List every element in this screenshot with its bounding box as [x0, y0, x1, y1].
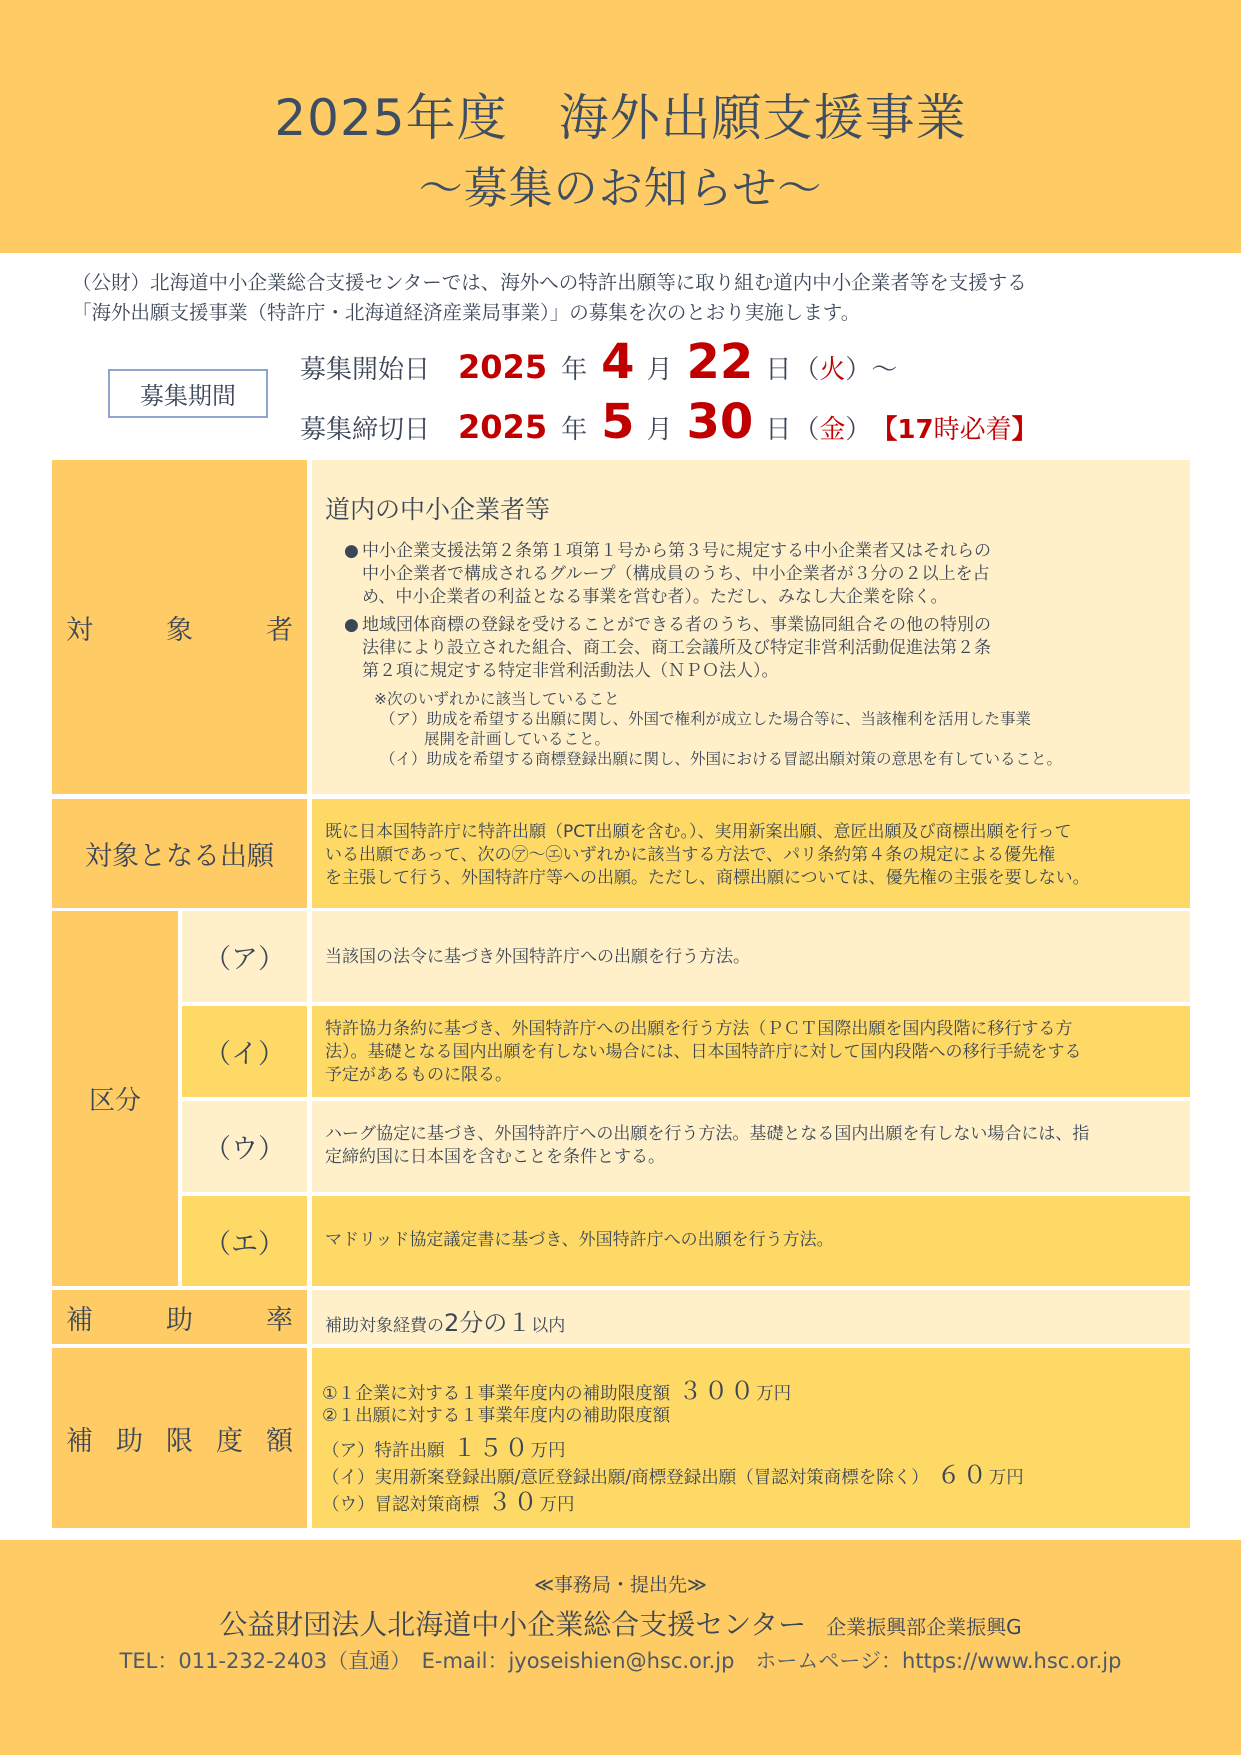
subsidy-limit-label	[52, 1348, 307, 1528]
subsidy-limit-label-char: 補	[66, 1425, 93, 1457]
start-day: 22	[686, 334, 754, 390]
department-name: 企業振興部企業振興G	[826, 1615, 1022, 1639]
bullet-line: 地域団体商標の登録を受けることができる者のうち、事業協同組合その他の特別の	[362, 615, 991, 635]
target-heading: 道内の中小企業者等	[325, 495, 551, 524]
category-text-a	[325, 946, 750, 969]
target-bullet-2	[344, 614, 991, 683]
category-mark-d: （エ）	[182, 1196, 307, 1286]
target-note-a2: 展開を計画していること。	[424, 730, 611, 748]
contact-info: TEL：011-232-2403（直通） E-mail：jyoseishien@hsc.or.jp ホームページ：https://www.hsc.or.jp	[119, 1649, 1122, 1673]
application-label: 対象となる出願	[52, 799, 307, 908]
start-suffix: ～	[871, 355, 898, 385]
category-line: マドリッド協定議定書に基づき、外国特許庁への出願を行う方法。	[325, 1230, 834, 1250]
deadline-note-num: 17	[897, 415, 934, 445]
category-line: ハーグ協定に基づき、外国特許庁への出願を行う方法。基礎となる国内出願を有しない場合には、指	[325, 1124, 1090, 1144]
end-year: 2025	[458, 408, 548, 446]
target-label-char: 象	[166, 614, 193, 646]
limit-unit: 万円	[530, 1441, 566, 1461]
end-day-unit: 日	[765, 415, 792, 445]
limit-text: ①１企業に対する１事業年度内の補助限度額	[322, 1384, 671, 1404]
subsidy-rate-label-char: 率	[266, 1304, 293, 1336]
bullet-line: 法律により設立された組合、商工会、商工会議所及び特定非営利活動促進法第２条	[362, 638, 991, 658]
category-line: 定締約国に日本国を含むことを条件とする。	[325, 1147, 665, 1167]
subsidy-rate-label-char: 補	[66, 1304, 93, 1336]
end-weekday-open: （	[793, 415, 820, 445]
end-weekday-close: ）	[845, 415, 872, 445]
target-bullet-1	[344, 540, 991, 609]
end-date-row	[300, 394, 1038, 450]
target-label-char: 対	[66, 614, 93, 646]
limit-line-1	[322, 1371, 791, 1406]
application-text	[325, 821, 1090, 890]
start-month-unit: 月	[646, 355, 673, 385]
limit-line-2: ②１出願に対する１事業年度内の補助限度額	[322, 1406, 671, 1426]
bullet-dot-icon: ●	[344, 615, 359, 635]
subsidy-rate-label-char: 助	[166, 1304, 193, 1336]
limit-amount: １５０	[452, 1434, 531, 1462]
intro-text	[72, 268, 1182, 328]
limit-line-5	[322, 1482, 575, 1517]
limit-unit: 万円	[988, 1468, 1024, 1488]
start-weekday: 火	[819, 355, 846, 385]
application-line: 既に日本国特許庁に特許出願（PCT出願を含む。）、実用新案出願、意匠出願及び商標出願を行って	[325, 822, 1072, 842]
category-text-b	[325, 1018, 1082, 1087]
page-title: 2025年度 海外出願支援事業	[274, 89, 967, 147]
application-line: いる出願であって、次の㋐～㋓いずれかに該当する方法で、パリ条約第４条の規定による優先権	[325, 845, 1056, 865]
end-date-label: 募集締切日	[300, 415, 431, 445]
intro-line-1: （公財）北海道中小企業総合支援センターでは、海外への特許出願等に取り組む道内中小企業者等を支援する	[72, 271, 1027, 294]
subsidy-rate-label	[52, 1290, 307, 1344]
category-label: 区分	[52, 911, 178, 1286]
target-label-char: 者	[266, 614, 293, 646]
office-label: ≪事務局・提出先≫	[534, 1574, 707, 1596]
target-label	[52, 460, 307, 794]
deadline-note-close: 】	[1011, 415, 1038, 445]
limit-text: （ア）特許出願	[322, 1441, 445, 1461]
deadline-note-open: 【	[871, 415, 898, 445]
limit-unit: 万円	[756, 1384, 792, 1404]
bullet-line: 中小企業支援法第２条第１項第１号から第３号に規定する中小企業者又はそれらの	[362, 541, 991, 561]
intro-line-2: 「海外出願支援事業（特許庁・北海道経済産業局事業）」の募集を次のとおり実施します。	[72, 301, 861, 324]
period-label-box: 募集期間	[108, 369, 268, 418]
start-year: 2025	[458, 348, 548, 386]
limit-text: （イ）実用新案登録出願/意匠登録出願/商標登録出願（冒認対策商標を除く）	[322, 1468, 929, 1488]
page-subtitle: ～募集のお知らせ～	[418, 163, 823, 214]
bullet-line: 中小企業者で構成されるグループ（構成員のうち、中小企業者が３分の２以上を占	[362, 564, 990, 584]
category-line: 予定があるものに限る。	[325, 1065, 512, 1085]
subsidy-rate-text	[325, 1303, 565, 1338]
bullet-line: め、中小企業者の利益となる事業を営む者）。ただし、みなし大企業を除く。	[362, 587, 948, 607]
limit-amount: ６０	[936, 1461, 989, 1489]
category-mark-b: （イ）	[182, 1006, 307, 1097]
limit-amount: ３０	[487, 1488, 540, 1516]
application-line: を主張して行う、外国特許庁等への出願。ただし、商標出願については、優先権の主張を要しない。	[325, 868, 1090, 888]
end-weekday: 金	[819, 415, 846, 445]
subsidy-limit-label-char: 度	[216, 1425, 243, 1457]
category-line: 特許協力条約に基づき、外国特許庁への出願を行う方法（ＰＣＴ国際出願を国内段階に移行する方	[325, 1019, 1073, 1039]
start-year-unit: 年	[561, 355, 588, 385]
end-day: 30	[686, 394, 754, 450]
subsidy-limit-label-char: 助	[116, 1425, 143, 1457]
subsidy-rate-prefix: 補助対象経費の	[325, 1316, 444, 1336]
subsidy-limit-label-char: 限	[166, 1425, 193, 1457]
start-date-label: 募集開始日	[300, 355, 431, 385]
category-text-c	[325, 1123, 1089, 1169]
limit-text: （ウ）冒認対策商標	[322, 1495, 480, 1515]
deadline-note-text: 時必着	[933, 415, 1012, 445]
start-day-unit: 日	[765, 355, 792, 385]
category-line: 法）。基礎となる国内出願を有しない場合には、日本国特許庁に対して国内段階への移行手続をする	[325, 1042, 1082, 1062]
end-year-unit: 年	[561, 415, 588, 445]
target-note-a1: （ア）助成を希望する出願に関し、外国で権利が成立した場合等に、当該権利を活用した事業	[380, 710, 1032, 728]
subsidy-rate-value: 2分の１	[444, 1309, 532, 1337]
bullet-dot-icon: ●	[344, 541, 359, 561]
category-line: 当該国の法令に基づき外国特許庁への出願を行う方法。	[325, 947, 750, 967]
category-text-d	[325, 1229, 834, 1252]
target-note-head: ※次のいずれかに該当していること	[374, 690, 620, 708]
subsidy-limit-label-char: 額	[266, 1425, 293, 1457]
organization-line	[0, 1603, 1241, 1643]
target-note-b: （イ）助成を希望する商標登録出願に関し、外国における冒認出願対策の意思を有していること。	[380, 750, 1063, 768]
end-month: 5	[601, 394, 635, 450]
end-month-unit: 月	[646, 415, 673, 445]
category-mark-c: （ウ）	[182, 1101, 307, 1192]
start-date-row	[300, 334, 897, 390]
subsidy-rate-suffix: 以内	[531, 1316, 566, 1336]
limit-amount: ３００	[678, 1377, 757, 1405]
start-weekday-close: ）	[845, 355, 872, 385]
start-month: 4	[601, 334, 635, 390]
category-mark-a: （ア）	[182, 911, 307, 1002]
bullet-line: 第２項に規定する特定非営利活動法人（ＮＰＯ法人）。	[362, 661, 779, 681]
start-weekday-open: （	[793, 355, 820, 385]
limit-unit: 万円	[539, 1495, 575, 1515]
organization-name: 公益財団法人北海道中小企業総合支援センター	[219, 1608, 807, 1641]
